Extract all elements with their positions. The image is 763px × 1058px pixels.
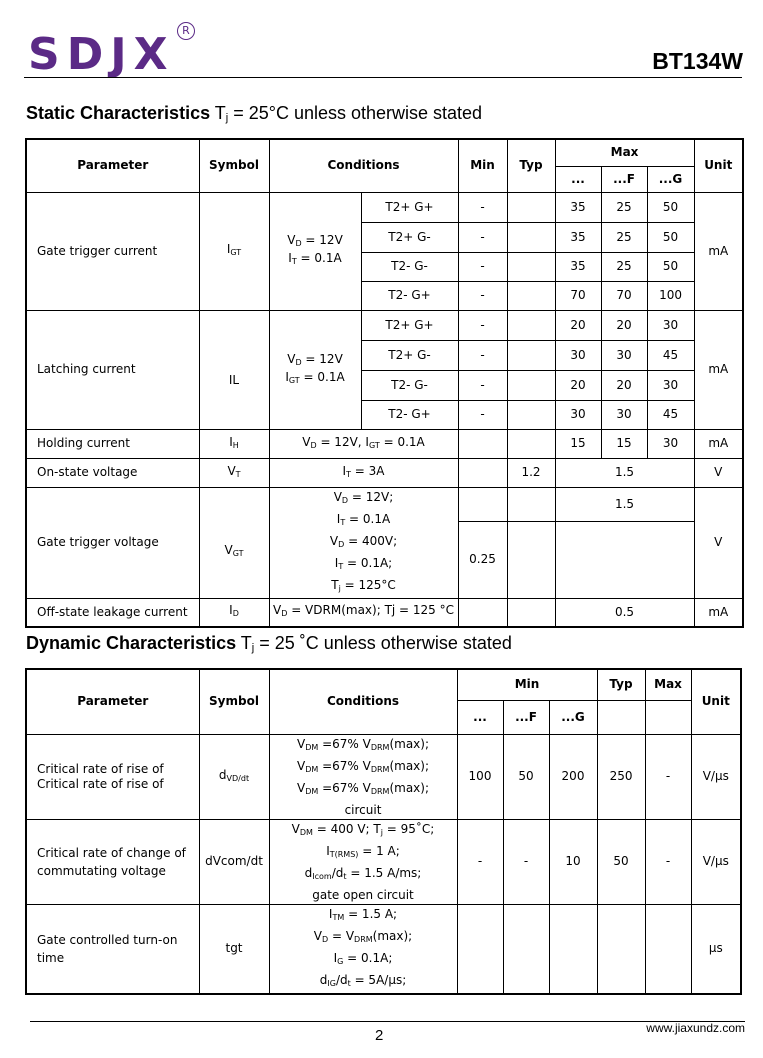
max-value: 15 [555,429,601,458]
typ-value [507,400,555,429]
quadrant: T2+ G+ [361,310,458,340]
min-value: - [458,222,507,252]
max-value: 30 [555,340,601,370]
col-typ: Typ [507,139,555,192]
min-g-value [549,904,597,994]
col-symbol: Symbol [199,669,269,734]
max-value [645,904,691,994]
min-value [458,429,507,458]
min-value: 0.25 [458,521,507,598]
min-value [458,458,507,487]
max-g-value: 30 [647,429,694,458]
max-f-value: 30 [601,400,647,429]
typ-value: 250 [597,734,645,819]
typ-value: 1.2 [507,458,555,487]
footer-rule [30,1021,745,1022]
typ-variant [597,700,645,734]
max-f-value: 20 [601,310,647,340]
min-value: - [458,310,507,340]
col-min-variant: ... [457,700,503,734]
typ-value [507,252,555,281]
col-unit: Unit [694,139,743,192]
min-f-value: - [503,819,549,904]
unit-id: mA [694,598,743,627]
col-unit: Unit [691,669,741,734]
param-latching-current: Latching current [26,310,199,429]
max-f-value: 25 [601,222,647,252]
max-g-value: 45 [647,340,694,370]
typ-value [507,370,555,400]
min-g-value: 200 [549,734,597,819]
unit-ih: mA [694,429,743,458]
col-max: Max [645,669,691,700]
unit-igt: mA [694,192,743,310]
max-value [555,521,694,598]
cond-id: $V_D$ = VDRM(max); Tj = 125 °C [269,598,458,627]
header-rule [24,77,742,78]
max-value: 1.5 [555,458,694,487]
col-parameter: Parameter [26,669,199,734]
max-f-value: 30 [601,340,647,370]
max-value: - [645,819,691,904]
min-f-value: 50 [503,734,549,819]
col-typ: Typ [597,669,645,700]
max-g-value: 30 [647,370,694,400]
quadrant: T2- G- [361,252,458,281]
unit-value: μs [691,904,741,994]
max-f-value: 25 [601,192,647,222]
unit-il: mA [694,310,743,429]
static-section-title: Static Characteristics $T_j = 25^\circ C$ unless otherwise stated [26,103,483,124]
min-value: - [458,192,507,222]
typ-value [507,487,555,521]
col-max-variant-g: ...G [647,166,694,192]
max-value: 0.5 [555,598,694,627]
part-number: BT134W [652,48,743,74]
col-conditions: Conditions [269,669,457,734]
typ-value: 50 [597,819,645,904]
typ-value [507,222,555,252]
unit-vgt: V [694,487,743,598]
col-min-variant-f: ...F [503,700,549,734]
brand-logo: SDJX [28,29,175,80]
max-f-value: 70 [601,281,647,310]
unit-vt: V [694,458,743,487]
min-value: - [458,370,507,400]
col-min-variant-g: ...G [549,700,597,734]
param-on-state-voltage: On-state voltage [26,458,199,487]
min-value: - [458,252,507,281]
max-value: 35 [555,252,601,281]
param-commutating-voltage: Critical rate of change of commutating voltage [26,819,199,904]
max-g-value: 45 [647,400,694,429]
max-g-value: 50 [647,222,694,252]
cond-vt: $I_T = 3A$ [269,458,458,487]
quadrant: T2- G+ [361,400,458,429]
min-value: - [458,340,507,370]
symbol-dvcom-dt: dVcom/dt [199,819,269,904]
col-parameter: Parameter [26,139,199,192]
min-value [458,487,507,521]
max-variant [645,700,691,734]
cond-dvcom-dt: $V_{DM} = 400$ V; $T_j$ = 95˚C; $I_{T(RMS)} = 1$ A; $d_{Icom}/d_t = 1.5$ A/ms; gate open circuit [269,819,457,904]
max-value: 20 [555,370,601,400]
cond-ih: $V_D = 12V$, $I_{GT} = 0.1A$ [269,429,458,458]
max-value: 30 [555,400,601,429]
typ-value [507,340,555,370]
min-value: - [458,281,507,310]
typ-value [507,429,555,458]
max-f-value: 25 [601,252,647,281]
unit-value: V/μs [691,734,741,819]
cond-vgt: $V_D = 12V$; $I_T = 0.1A$ $V_D = 400V$; $I_T = 0.1A$; $T_j = 125^\circ C$ [269,487,458,598]
typ-value [507,192,555,222]
symbol-tgt: tgt [199,904,269,994]
symbol-id: $I_D$ [199,598,269,627]
min-value: - [458,400,507,429]
cond-dvd-dt: $V_{DM} =67\%$ $V_{DRM}(\max)$; $V_{DM} =67\%$ $V_{DRM}(\max)$; $V_{DM} =67\%$ $V_{DRM}(\max)$; circuit [269,734,457,819]
min-value [457,904,503,994]
param-gate-trigger-voltage: Gate trigger voltage [26,487,199,598]
symbol-il: IL [199,310,269,429]
cond-il: $V_D = 12V$ $I_{GT} = 0.1A$ [269,310,361,429]
max-f-value: 20 [601,370,647,400]
max-value: 35 [555,222,601,252]
max-g-value: 50 [647,252,694,281]
col-max-variant: ... [555,166,601,192]
quadrant: T2- G+ [361,281,458,310]
max-g-value: 50 [647,192,694,222]
typ-value [507,521,555,598]
quadrant: T2+ G- [361,222,458,252]
max-g-value: 30 [647,310,694,340]
typ-value [507,281,555,310]
static-characteristics-table [25,138,744,628]
symbol-igt: $I_{GT}$ [199,192,269,310]
quadrant: T2+ G- [361,340,458,370]
col-conditions: Conditions [269,139,458,192]
max-g-value: 100 [647,281,694,310]
min-g-value: 10 [549,819,597,904]
param-holding-current: Holding current [26,429,199,458]
dynamic-section-title: Dynamic Characteristics $T_j = 25$ ˚C unless otherwise stated [26,633,512,654]
param-critical-rate-of-rise: Critical rate of rise of Critical rate of rise of [26,734,199,819]
registered-mark: R [177,22,195,40]
param-turn-on-time: Gate controlled turn-on time [26,904,199,994]
col-min: Min [458,139,507,192]
typ-value [597,904,645,994]
col-max-variant-f: ...F [601,166,647,192]
min-f-value [503,904,549,994]
symbol-dvd-dt: $d_{VD/dt}$ [199,734,269,819]
min-value [458,598,507,627]
cond-tgt: $I_{TM} = 1.5$ A; $V_D = V_{DRM}(\max)$; $I_G = 0.1A$; $d_{IG}/d_t = 5A/\mu s$; [269,904,457,994]
cond-igt: $V_D = 12V$ $I_T = 0.1A$ [269,192,361,310]
symbol-ih: $I_H$ [199,429,269,458]
website-url: www.jiaxundz.com [646,1021,745,1035]
max-value: - [645,734,691,819]
max-value: 70 [555,281,601,310]
min-value: - [457,819,503,904]
typ-value [507,598,555,627]
page-number: 2 [375,1027,384,1044]
unit-value: V/μs [691,819,741,904]
col-symbol: Symbol [199,139,269,192]
max-value: 20 [555,310,601,340]
dynamic-characteristics-table [25,668,742,995]
symbol-vgt: $V_{GT}$ [199,487,269,598]
quadrant: T2+ G+ [361,192,458,222]
param-gate-trigger-current: Gate trigger current [26,192,199,310]
quadrant: T2- G- [361,370,458,400]
max-value: 1.5 [555,487,694,521]
typ-value [507,310,555,340]
col-min: Min [457,669,597,700]
symbol-vt: $V_T$ [199,458,269,487]
max-value: 35 [555,192,601,222]
param-off-state-leakage-current: Off-state leakage current [26,598,199,627]
max-f-value: 15 [601,429,647,458]
col-max: Max [555,139,694,166]
min-value: 100 [457,734,503,819]
